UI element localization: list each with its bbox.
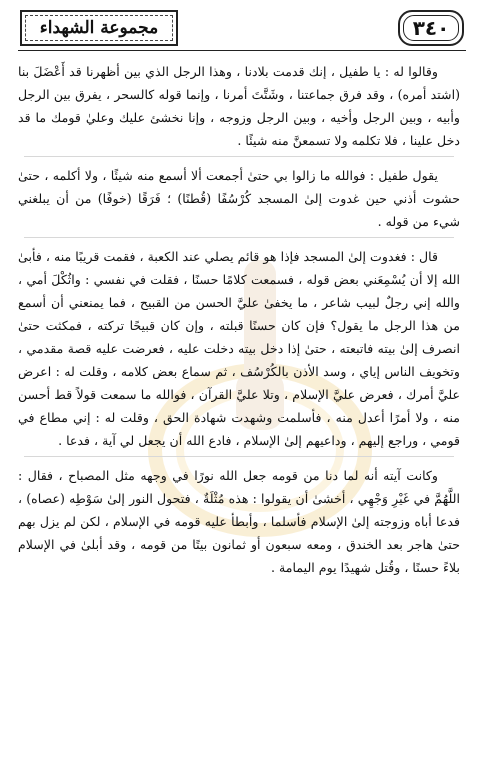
page-header bbox=[18, 8, 466, 48]
page-number bbox=[398, 10, 464, 46]
paragraph-divider bbox=[24, 237, 454, 239]
paragraph-4: وكانت آيته أنه لما دنا من قومه جعل الله نورًا في وجهه مثل المصباح ، فقال : اللَّهُمَّ في غَيْرِ وَجْهِي ، أخشىٰ أن يقولوا : هذه مُثْلَةٌ ، فتحول النور إلىٰ سَوْطِه (عصاه) ، فدعا أباه وزوجته إلىٰ الإسلام فأسلما ، وأبطأ عليه قومه في الإسلام ، لكن لم يزل بهم حتىٰ هاجر بعد الخندق ، ومعه سبعون أو ثمانون بيتًا من قومه ، وقد أبلىٰ في الإسلام بلاءً حسنًا ، وقُتل شهيدًا يوم اليمامة . bbox=[18, 468, 460, 575]
book-title-box bbox=[20, 10, 178, 46]
paragraph-3: قال : فغدوت إلىٰ المسجد فإذا هو قائم يصلي عند الكعبة ، فقمت قريبًا منه ، فأبىٰ الله إلا أن يُسْمِعَني بعض قوله ، فسمعت كلامًا حسنًا ، فقلت في نفسي : واثُكْلَ أمي ، والله إني رجلٌ لبيب شاعر ، ما يخفىٰ عليَّ الحسن من القبيح ، فما يمنعني أن أسمع من هذا الرجل ما يقول؟ فإن كان حسنًا قبلته ، وإن كان قبيحًا تركته ، فمكثت حتىٰ انصرف إلىٰ بيته فاتبعته ، حتىٰ إذا دخل بيته دخلت عليه ، فعرضت عليه قصة مقدمي ، وتخويف الناس إياي ، وسد الأذن بالكُرْسُف ، ثم سماع بعض كلامه ، وقلت له : اعرض عليَّ أمرك ، فعرض عليَّ الإسلام ، وتلا عليَّ القرآن ، فوالله ما سمعت قولاً قط أحسن منه ، ولا أمرًا أعدل منه ، فأسلمت وشهدت شهادة الحق ، وقلت له : إني مطاع في قومي ، وراجع إليهم ، وداعيهم إلىٰ الإسلام ، فادع الله أن يجعل لي آية ، فدعا . bbox=[18, 249, 460, 448]
book-title: مجموعة الشهداء bbox=[39, 18, 159, 38]
paragraph-divider bbox=[24, 156, 454, 158]
paragraph-2: يقول طفيل : فوالله ما زالوا بي حتىٰ أجمعت ألا أسمع منه شيئًا ، ولا أكلمه ، حتىٰ حشوت أذني حين غدوت إلىٰ المسجد كُرْسُفًا (قُطنًا) ؛ فَرَقًا (خوفًا) من أن يبلغني شيء من قوله . bbox=[18, 168, 460, 229]
page-body bbox=[18, 60, 460, 579]
paragraph-divider bbox=[24, 456, 454, 458]
header-rule bbox=[18, 50, 466, 51]
paragraph-1: وقالوا له : يا طفيل ، إنك قدمت بلادنا ، وهذا الرجل الذي بين أظهرنا قد أَعْضَلَ بنا (اشتد أمره) ، وقد فرق جماعتنا ، وشَتَّتَ أمرنا ، وإنما قوله كالسحر ، يفرق بين الرجل وأبيه ، وبين الرجل وأخيه ، وبين الرجل وزوجه ، وإنا نخشئ عليك وعليٰ قومك ما قد دخل علينا ، فلا تكلمه ولا تسمعنَّ منه شيئًا . bbox=[18, 64, 460, 148]
page-number-text: ٣٤٠ bbox=[412, 16, 450, 40]
